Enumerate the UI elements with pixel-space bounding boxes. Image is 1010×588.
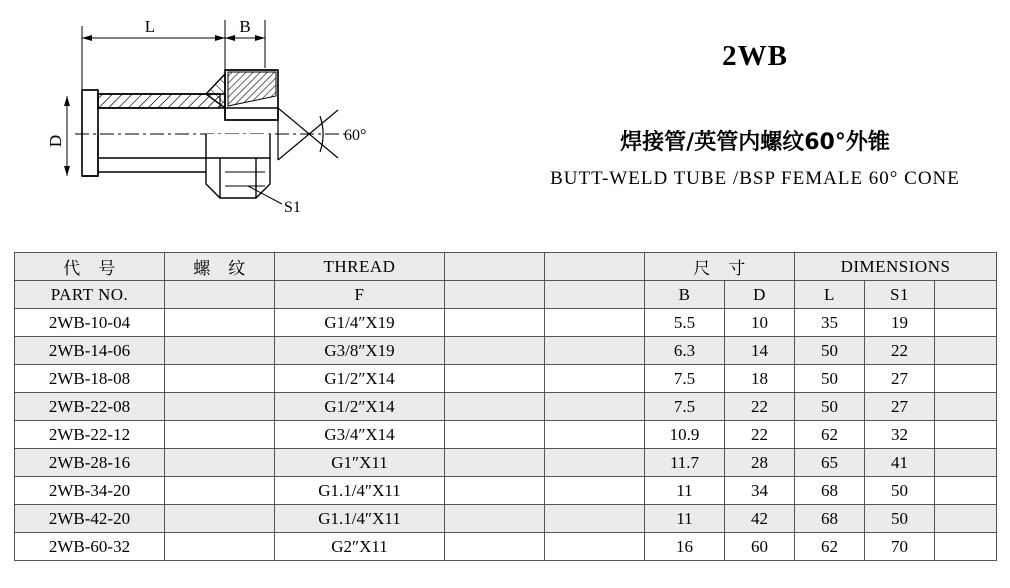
cell-s1: 27: [865, 393, 935, 421]
cell-d: 22: [725, 421, 795, 449]
cell-blank-b: [445, 477, 545, 505]
cell-blank-b: [445, 337, 545, 365]
cell-l: 68: [795, 477, 865, 505]
cell-blank-a: [165, 533, 275, 561]
cell-blank-c: [545, 449, 645, 477]
cell-blank-c: [545, 309, 645, 337]
cell-d: 42: [725, 505, 795, 533]
table-row: [15, 337, 997, 365]
cell-blank-d: [935, 533, 997, 561]
cell-d: 60: [725, 533, 795, 561]
cell-blank-d: [935, 505, 997, 533]
cell-d: 10: [725, 309, 795, 337]
cell-part-no: 2WB-18-08: [15, 365, 165, 393]
cell-d: 22: [725, 393, 795, 421]
cell-blank-a: [165, 421, 275, 449]
section-hatching: [98, 94, 220, 108]
cell-blank-c: [545, 393, 645, 421]
drawing-panel: [20, 8, 480, 233]
table-header-row-1: [15, 253, 997, 281]
header-blank-1: [445, 253, 545, 281]
cell-blank-a: [165, 505, 275, 533]
product-title-english: BUTT-WELD TUBE /BSP FEMALE 60° CONE: [550, 168, 960, 189]
cell-l: 68: [795, 505, 865, 533]
header-dimensions-en: DIMENSIONS: [795, 253, 997, 281]
cell-blank-a: [165, 309, 275, 337]
header-s1: S1: [865, 281, 935, 309]
cell-part-no: 2WB-10-04: [15, 309, 165, 337]
cell-l: 50: [795, 337, 865, 365]
cell-blank-a: [165, 337, 275, 365]
cell-d: 28: [725, 449, 795, 477]
header-dimensions-cn: 尺 寸: [645, 253, 795, 281]
dim-label-L: L: [144, 17, 156, 36]
cell-b: 10.9: [645, 421, 725, 449]
cell-blank-d: [935, 449, 997, 477]
cell-blank-b: [445, 393, 545, 421]
cell-blank-b: [445, 421, 545, 449]
dim-label-angle: 60°: [344, 127, 367, 144]
cell-blank-b: [445, 365, 545, 393]
header-sub-blank-3: [545, 281, 645, 309]
cell-l: 62: [795, 421, 865, 449]
cell-s1: 32: [865, 421, 935, 449]
cell-part-no: 2WB-34-20: [15, 477, 165, 505]
cell-blank-c: [545, 337, 645, 365]
cell-b: 5.5: [645, 309, 725, 337]
hex-lower-outline: [206, 134, 270, 198]
header-blank-2: [545, 253, 645, 281]
table-header-row-2: [15, 281, 997, 309]
cell-blank-c: [545, 533, 645, 561]
spec-table: [14, 252, 997, 561]
cell-blank-c: [545, 365, 645, 393]
header-f: F: [275, 281, 445, 309]
product-code: 2WB: [722, 40, 788, 72]
table-row: [15, 421, 997, 449]
cell-b: 6.3: [645, 337, 725, 365]
header-thread-en: THREAD: [275, 253, 445, 281]
cell-b: 11: [645, 477, 725, 505]
cell-f: G1/2″X14: [275, 365, 445, 393]
table-row: [15, 393, 997, 421]
cell-part-no: 2WB-14-06: [15, 337, 165, 365]
header-part-no-en: PART NO.: [15, 281, 165, 309]
cell-blank-b: [445, 505, 545, 533]
cell-l: 62: [795, 533, 865, 561]
cell-part-no: 2WB-22-12: [15, 421, 165, 449]
cell-b: 7.5: [645, 393, 725, 421]
cell-f: G1″X11: [275, 449, 445, 477]
fitting-drawing-svg: [20, 8, 480, 233]
table-row: [15, 533, 997, 561]
cell-blank-d: [935, 477, 997, 505]
table-row: [15, 449, 997, 477]
nut-hatching: [228, 72, 276, 106]
cell-s1: 70: [865, 533, 935, 561]
cell-blank-c: [545, 477, 645, 505]
header-l: L: [795, 281, 865, 309]
cell-blank-a: [165, 365, 275, 393]
cell-blank-a: [165, 393, 275, 421]
cell-blank-a: [165, 477, 275, 505]
cell-blank-d: [935, 365, 997, 393]
cell-blank-d: [935, 309, 997, 337]
cell-part-no: 2WB-28-16: [15, 449, 165, 477]
cell-l: 50: [795, 393, 865, 421]
cell-s1: 41: [865, 449, 935, 477]
cell-blank-b: [445, 309, 545, 337]
header-thread-cn: 螺 纹: [165, 253, 275, 281]
cell-b: 11.7: [645, 449, 725, 477]
cell-f: G1.1/4″X11: [275, 505, 445, 533]
header-b: B: [645, 281, 725, 309]
title-block: [510, 40, 1000, 190]
cell-d: 34: [725, 477, 795, 505]
cell-part-no: 2WB-60-32: [15, 533, 165, 561]
cell-f: G2″X11: [275, 533, 445, 561]
cell-f: G1.1/4″X11: [275, 477, 445, 505]
product-title-chinese: 焊接管/英管内螺纹60°外锥: [620, 130, 890, 155]
cell-part-no: 2WB-22-08: [15, 393, 165, 421]
cell-s1: 19: [865, 309, 935, 337]
cell-blank-d: [935, 337, 997, 365]
dim-label-D: D: [46, 134, 65, 148]
cell-blank-d: [935, 393, 997, 421]
spec-table-wrap: [14, 252, 996, 561]
cell-f: G3/4″X14: [275, 421, 445, 449]
cell-blank-b: [445, 533, 545, 561]
cell-l: 35: [795, 309, 865, 337]
header-d: D: [725, 281, 795, 309]
dim-label-B: B: [239, 17, 251, 36]
header-sub-blank-2: [445, 281, 545, 309]
table-row: [15, 309, 997, 337]
table-row: [15, 365, 997, 393]
cell-part-no: 2WB-42-20: [15, 505, 165, 533]
cell-s1: 22: [865, 337, 935, 365]
cell-blank-c: [545, 421, 645, 449]
cell-blank-b: [445, 449, 545, 477]
cell-blank-d: [935, 421, 997, 449]
header-part-no-cn: 代 号: [15, 253, 165, 281]
cell-l: 65: [795, 449, 865, 477]
cell-s1: 27: [865, 365, 935, 393]
table-row: [15, 505, 997, 533]
cell-s1: 50: [865, 477, 935, 505]
header-sub-blank-1: [165, 281, 275, 309]
cell-blank-c: [545, 505, 645, 533]
table-row: [15, 477, 997, 505]
header-tail-blank: [935, 281, 997, 309]
cell-s1: 50: [865, 505, 935, 533]
cell-b: 11: [645, 505, 725, 533]
cell-b: 16: [645, 533, 725, 561]
cell-l: 50: [795, 365, 865, 393]
cell-blank-a: [165, 449, 275, 477]
cell-f: G3/8″X19: [275, 337, 445, 365]
cell-f: G1/2″X14: [275, 393, 445, 421]
dim-label-S1: S1: [284, 199, 301, 216]
cell-b: 7.5: [645, 365, 725, 393]
cell-d: 18: [725, 365, 795, 393]
cell-d: 14: [725, 337, 795, 365]
cell-f: G1/4″X19: [275, 309, 445, 337]
